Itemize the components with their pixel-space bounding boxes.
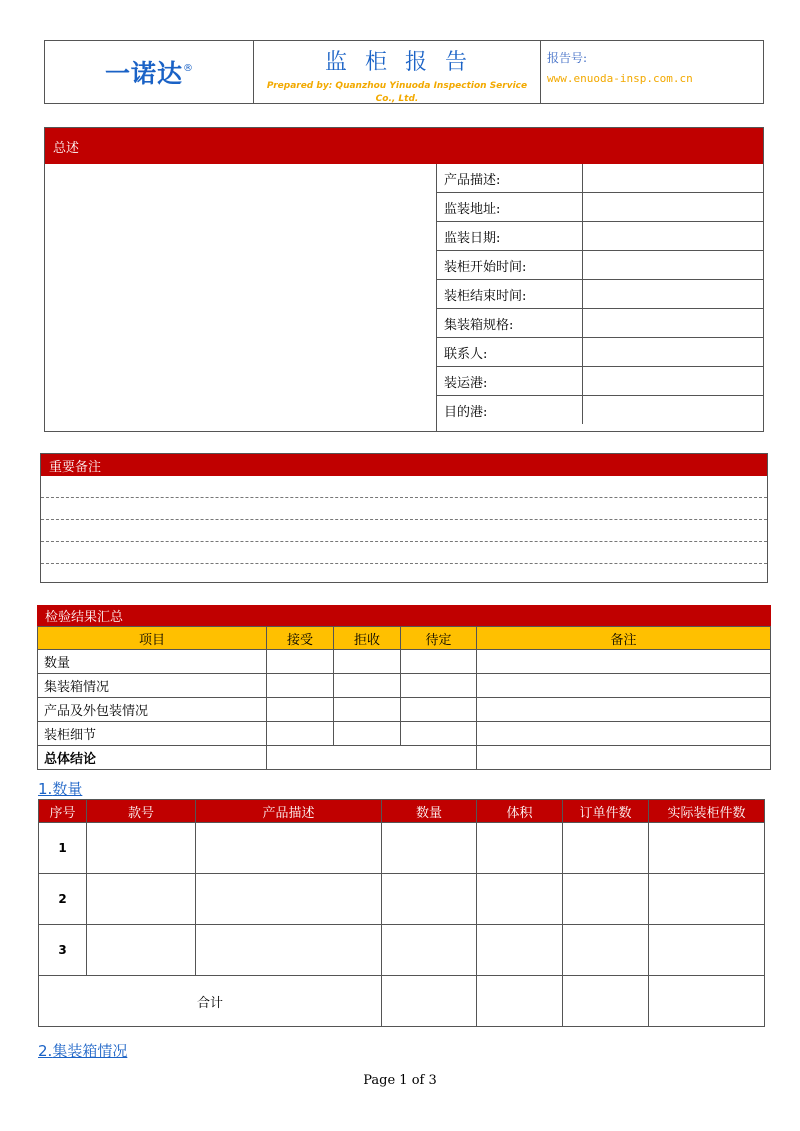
table-row [38, 674, 771, 698]
col-header-loaded-qty: 实际装柜件数 [649, 800, 765, 823]
table-row [39, 925, 765, 976]
cell[interactable] [267, 674, 334, 698]
remark-line[interactable] [41, 542, 767, 564]
remark-line[interactable] [41, 520, 767, 542]
cell[interactable] [267, 698, 334, 722]
cell[interactable] [334, 698, 401, 722]
col-header-volume: 体积 [477, 800, 563, 823]
cell[interactable] [87, 874, 196, 925]
overview-fields-table [436, 164, 763, 424]
field-label: 装运港: [436, 367, 583, 396]
quantity-section [38, 799, 765, 1027]
cell[interactable] [87, 823, 196, 874]
overview-section [44, 127, 764, 432]
field-value[interactable] [583, 280, 764, 309]
cell[interactable] [267, 650, 334, 674]
cell[interactable] [267, 722, 334, 746]
row-label: 集装箱情况 [38, 674, 267, 698]
cell[interactable] [563, 823, 649, 874]
registered-mark: ® [183, 62, 193, 74]
row-label: 装柜细节 [38, 722, 267, 746]
results-summary-section [37, 605, 771, 770]
page-number: Page 1 of 3 [363, 1073, 437, 1088]
row-number: 3 [39, 925, 87, 976]
field-value[interactable] [583, 367, 764, 396]
col-header-accept: 接受 [267, 627, 334, 650]
row-number: 2 [39, 874, 87, 925]
row-label: 产品及外包装情况 [38, 698, 267, 722]
report-header [44, 40, 764, 104]
cell[interactable] [563, 976, 649, 1027]
cell[interactable] [563, 925, 649, 976]
report-title: 监柜报告 [324, 50, 485, 75]
header-title-cell [254, 41, 541, 103]
prepared-by: Prepared by: Quanzhou Yinuoda Inspection Service Co., Ltd. [266, 81, 528, 104]
cell[interactable] [87, 925, 196, 976]
total-row [39, 976, 765, 1027]
col-header-style: 款号 [87, 800, 196, 823]
cell[interactable] [477, 650, 771, 674]
table-row [38, 722, 771, 746]
col-header-quantity: 数量 [382, 800, 477, 823]
cell[interactable] [382, 823, 477, 874]
conclusion-label: 总体结论 [38, 746, 267, 770]
field-value[interactable] [583, 338, 764, 367]
col-header-item: 项目 [38, 627, 267, 650]
results-summary-title: 检验结果汇总 [37, 605, 771, 626]
cell[interactable] [477, 746, 771, 770]
field-label: 产品描述: [436, 164, 583, 193]
remarks-section [40, 453, 768, 583]
cell[interactable] [401, 698, 477, 722]
table-row [38, 650, 771, 674]
col-header-seq: 序号 [39, 800, 87, 823]
cell[interactable] [649, 874, 765, 925]
cell[interactable] [477, 823, 563, 874]
col-header-pending: 待定 [401, 627, 477, 650]
cell[interactable] [477, 925, 563, 976]
col-header-remarks: 备注 [477, 627, 771, 650]
cell[interactable] [382, 874, 477, 925]
remark-line[interactable] [41, 564, 767, 585]
section-number: 1. [38, 780, 53, 798]
field-label: 目的港: [444, 404, 488, 420]
cell[interactable] [477, 674, 771, 698]
table-row [38, 698, 771, 722]
field-label: 联系人: [436, 338, 583, 367]
cell[interactable] [649, 823, 765, 874]
conclusion-row [38, 746, 771, 770]
remarks-title: 重要备注 [41, 454, 767, 476]
results-summary-table [37, 626, 771, 770]
field-value[interactable] [583, 164, 764, 193]
report-number-label: 报告号: [547, 51, 588, 65]
col-header-order-qty: 订单件数 [563, 800, 649, 823]
field-label: 监装地址: [436, 193, 583, 222]
table-row [39, 823, 765, 874]
table-row [39, 874, 765, 925]
field-label: 监装日期: [436, 222, 583, 251]
header-info-cell [541, 41, 763, 103]
quantity-table [38, 799, 765, 1027]
total-label: 合计 [39, 976, 382, 1027]
field-value[interactable] [583, 251, 764, 280]
cell[interactable] [196, 823, 382, 874]
cell[interactable] [401, 674, 477, 698]
col-header-reject: 拒收 [334, 627, 401, 650]
cell[interactable] [477, 698, 771, 722]
field-label: 装柜开始时间: [436, 251, 583, 280]
cell[interactable] [334, 674, 401, 698]
field-value[interactable] [583, 396, 764, 425]
cell[interactable] [334, 722, 401, 746]
cell[interactable] [477, 874, 563, 925]
section-heading-quantity [38, 778, 82, 799]
field-label: 集装箱规格: [436, 309, 583, 338]
company-logo [45, 41, 254, 103]
cell[interactable] [477, 722, 771, 746]
section-heading-container [38, 1040, 127, 1061]
conclusion-cell[interactable] [267, 746, 477, 770]
cell[interactable] [563, 874, 649, 925]
cell[interactable] [196, 874, 382, 925]
cell[interactable] [334, 650, 401, 674]
cell[interactable] [382, 925, 477, 976]
remark-line[interactable] [41, 498, 767, 520]
cell[interactable] [649, 976, 765, 1027]
cell[interactable] [401, 722, 477, 746]
field-label: 装柜结束时间: [436, 280, 583, 309]
field-value[interactable] [583, 193, 764, 222]
row-number: 1 [39, 823, 87, 874]
section-title: 数量 [52, 780, 83, 798]
logo-text: 一诺达 [104, 59, 183, 88]
cell[interactable] [401, 650, 477, 674]
overview-title: 总述 [45, 128, 763, 164]
section-number: 2. [38, 1042, 53, 1060]
field-value[interactable] [583, 309, 764, 338]
section-title: 集装箱情况 [52, 1042, 128, 1060]
website-link[interactable]: www.enuoda-insp.com.cn [547, 72, 693, 85]
col-header-description: 产品描述 [196, 800, 382, 823]
cell[interactable] [477, 976, 563, 1027]
row-label: 数量 [38, 650, 267, 674]
cell[interactable] [196, 925, 382, 976]
cell[interactable] [382, 976, 477, 1027]
field-value[interactable] [583, 222, 764, 251]
remark-line[interactable] [41, 476, 767, 498]
cell[interactable] [649, 925, 765, 976]
overview-notes-area[interactable] [45, 164, 437, 432]
